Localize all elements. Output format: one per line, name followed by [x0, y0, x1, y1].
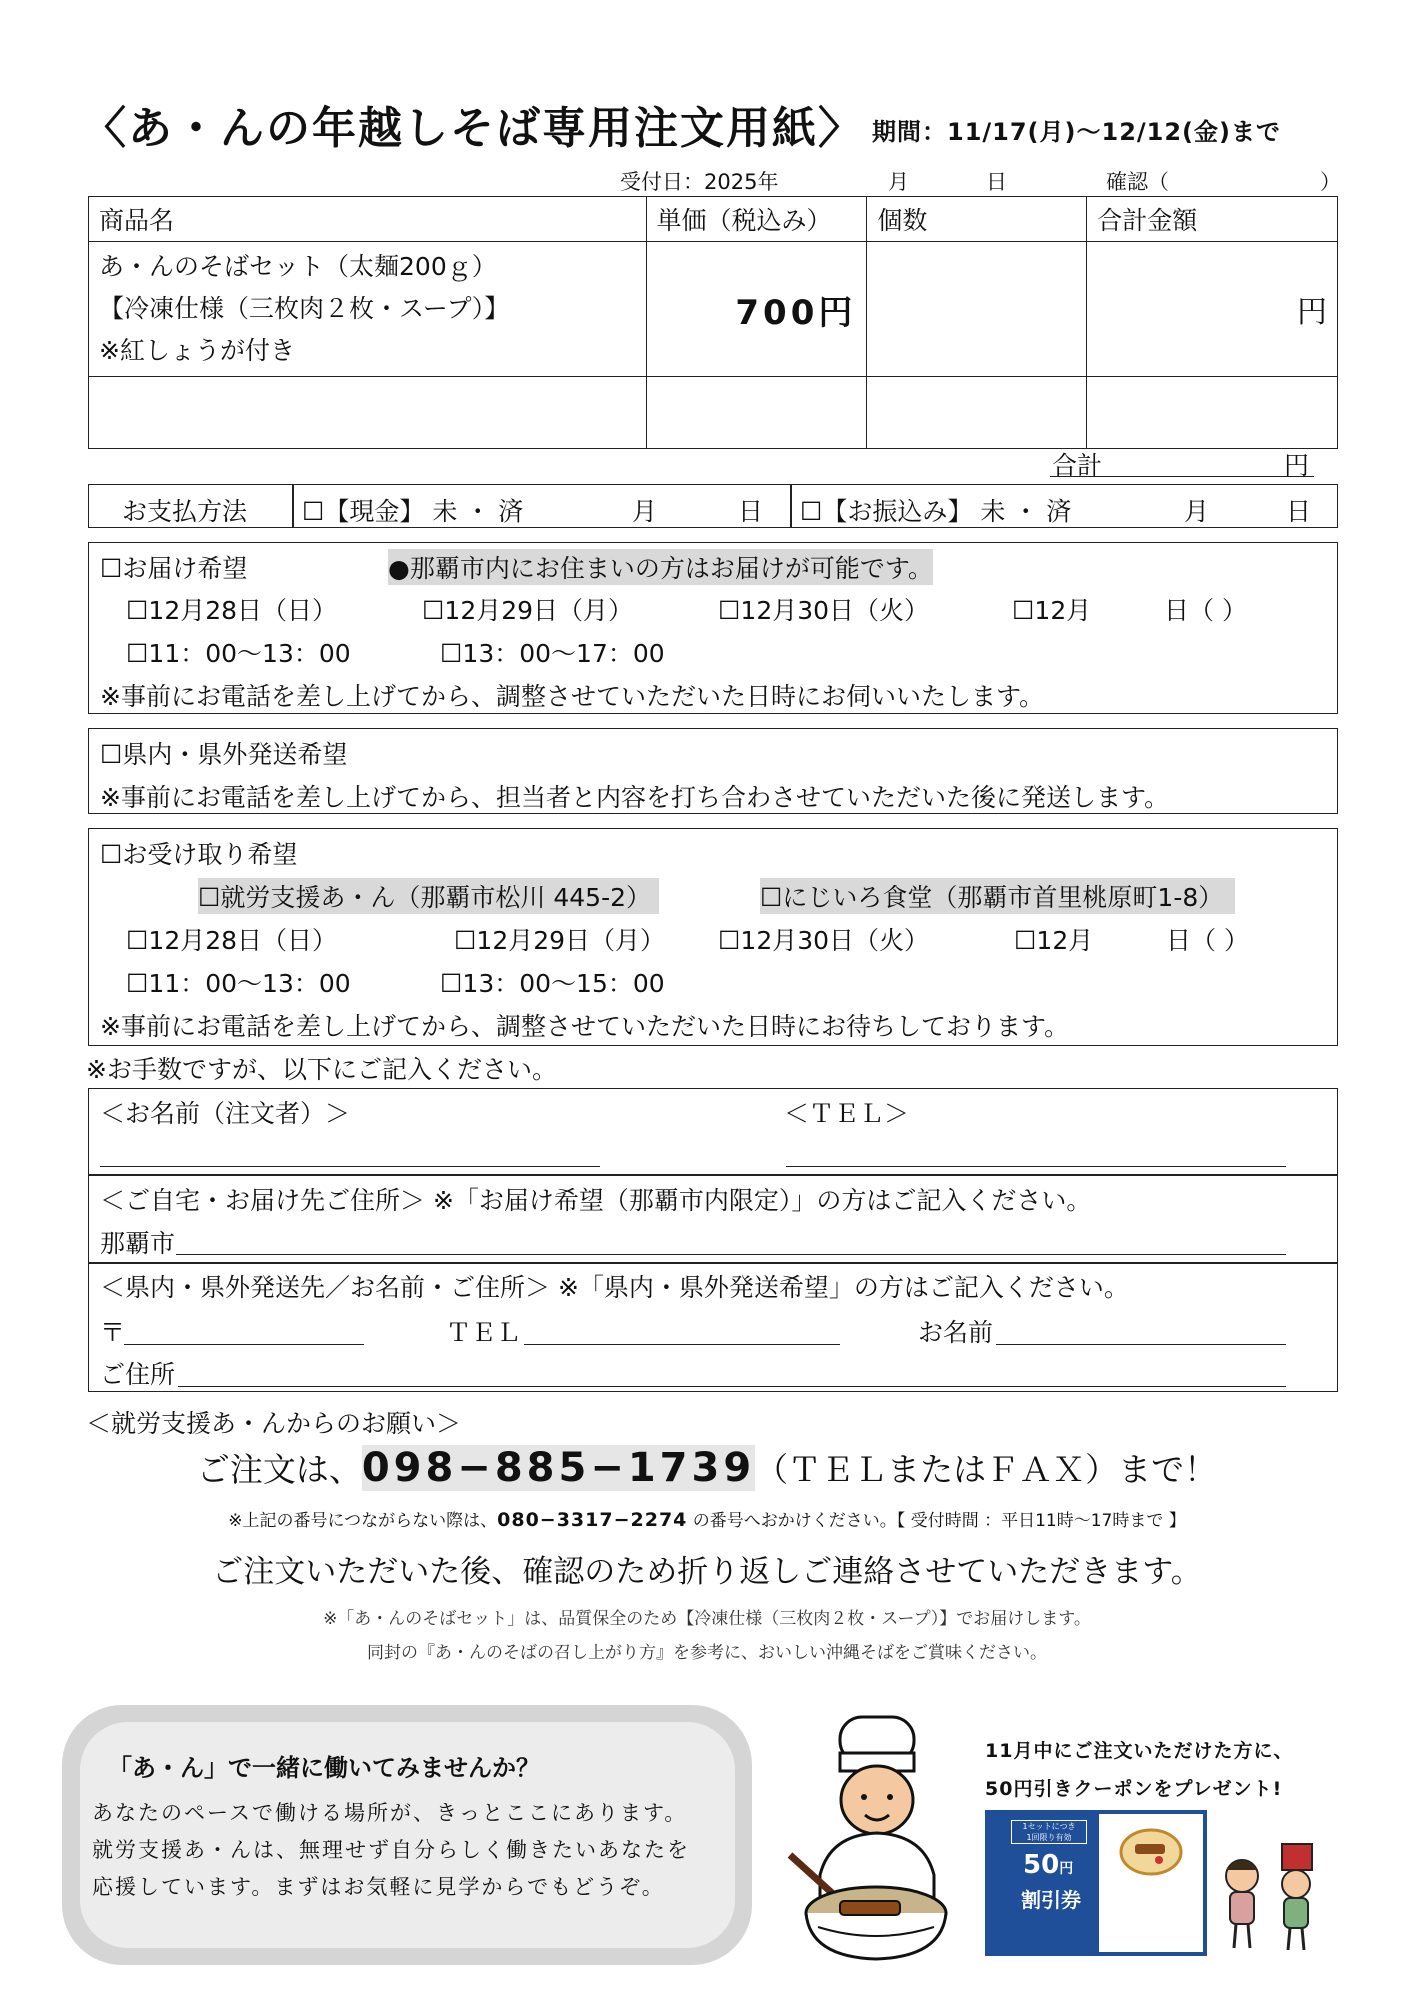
recruit-line: 応援しています。まずはお気軽に見学からでもどうぞ。: [92, 1875, 665, 1899]
confirm-label: 確認（: [1106, 170, 1169, 194]
reception-month: 月: [888, 170, 909, 194]
coupon-amount-yen: 円: [1059, 1861, 1074, 1877]
ship-label: ＜県内・県外発送先／お名前・ご住所＞ ※「県内・県外発送希望」の方はご記入ください。: [100, 1273, 1129, 1302]
unit-price: 700円: [735, 292, 857, 333]
ship-tel-label: ＴＥＬ: [446, 1318, 522, 1347]
ship-address-label: ご住所: [100, 1360, 176, 1389]
kids-illustration: [1212, 1840, 1324, 1958]
city-label: 那覇市: [100, 1229, 176, 1258]
delivery-date-other[interactable]: ☐12月: [1012, 596, 1092, 625]
pickup-footnote: ※事前にお電話を差し上げてから、調整させていただいた日時にお待ちしております。: [100, 1012, 1069, 1041]
postal-input-line[interactable]: [124, 1344, 364, 1345]
coupon-image: [985, 1810, 1207, 1956]
payment-transfer-month: 月: [1184, 497, 1210, 526]
delivery-time-1[interactable]: ☐11：00～13：00: [126, 639, 351, 668]
payment-box: [88, 484, 1338, 528]
pickup-time-1[interactable]: ☐11：00～13：00: [126, 969, 351, 998]
product-line: ※紅しょうが付き: [99, 336, 295, 365]
callback-text: ご注文いただいた後、確認のため折り返しご連絡させていただきます。: [212, 1554, 1202, 1590]
delivery-date-2[interactable]: ☐12月29日（月）: [422, 596, 634, 625]
order-table: [88, 196, 1338, 449]
note-1: ※「あ・んのそばセット」は、品質保全のため【冷凍仕様（三枚肉２枚・スープ）】でお届けします。: [323, 1609, 1091, 1629]
pickup-location-1[interactable]: ☐就労支援あ・ん（那覇市松川 445-2）: [198, 878, 659, 914]
total-yen: 円: [1297, 295, 1327, 330]
pickup-time-2[interactable]: ☐13：00～15：00: [440, 969, 665, 998]
alt-suffix: の番号へおかけください。【 受付時間 ：平日11時～17時まで 】: [692, 1511, 1186, 1531]
recruit-title: 「あ・ん」で一緒に働いてみませんか？: [108, 1754, 540, 1782]
payment-cash-month: 月: [632, 497, 658, 526]
payment-cash-option[interactable]: ☐【現金】 未 ・ 済: [302, 497, 524, 526]
recruit-line: 就労支援あ・んは、無理せず自分らしく働きたいあなたを: [92, 1838, 690, 1862]
customer-intro: ※お手数ですが、以下にご記入ください。: [86, 1055, 557, 1084]
empty-cell[interactable]: [89, 377, 647, 449]
pickup-location-2[interactable]: ☐にじいろ食堂（那覇市首里桃原町1-8）: [760, 878, 1235, 914]
soba-bowl-icon: [1099, 1814, 1203, 1884]
address-label: ＜ご自宅・お届け先ご住所＞ ※「お届け希望（那覇市内限定）」の方はご記入ください。: [100, 1186, 1092, 1215]
empty-cell[interactable]: [646, 377, 867, 449]
coupon-small-text: 1回限り有効: [1026, 1833, 1072, 1842]
coupon-small-box: [1011, 1820, 1087, 1844]
name-label: ＜お名前（注文者）＞: [100, 1099, 351, 1128]
coupon-label: 割引券: [1021, 1888, 1081, 1912]
request-title: ＜就労支援あ・んからのお願い＞: [86, 1409, 462, 1438]
delivery-footnote: ※事前にお電話を差し上げてから、調整させていただいた日時にお伺いいたします。: [100, 682, 1044, 711]
tel-label: ＜ＴＥＬ＞: [784, 1099, 910, 1128]
order-phone[interactable]: 098−885−1739: [361, 1445, 756, 1491]
shipping-footnote: ※事前にお電話を差し上げてから、担当者と内容を打ち合わさせていただいた後に発送します。: [100, 783, 1169, 812]
coupon-amount-number: 50: [1023, 1850, 1060, 1880]
reception-date-label: 受付日：2025年: [620, 170, 779, 194]
sum-underline: [1050, 476, 1314, 477]
alt-prefix: ※上記の番号につながらない際は、: [228, 1511, 498, 1531]
alt-line: [0, 1506, 1414, 1531]
alt-phone[interactable]: 080−3317−2274: [497, 1509, 688, 1531]
confirm-close: ）: [1320, 170, 1341, 194]
empty-cell[interactable]: [867, 377, 1087, 449]
name-input-line[interactable]: [100, 1166, 600, 1167]
empty-cell[interactable]: [1087, 377, 1338, 449]
header-quantity: 個数: [867, 197, 1087, 242]
order-line: [0, 1444, 1414, 1491]
page-title: 〈あ・んの年越しそば専用注文用紙〉: [82, 103, 864, 154]
coupon-small-text: 1セットにつき: [1022, 1822, 1076, 1831]
reception-day: 日: [986, 170, 1007, 194]
shipping-option[interactable]: ☐県内・県外発送希望: [100, 740, 348, 769]
coupon-promo-line-2: 50円引きクーポンをプレゼント!: [985, 1778, 1283, 1800]
price-cell: [646, 242, 867, 377]
divider: [88, 1174, 1338, 1176]
delivery-date-other-day: 日（ ）: [1164, 596, 1247, 625]
payment-transfer-day: 日: [1286, 497, 1312, 526]
ship-tel-input-line[interactable]: [524, 1344, 840, 1345]
ship-name-label: お名前: [918, 1318, 994, 1347]
delivery-option[interactable]: ☐お届け希望: [100, 554, 248, 583]
coupon-promo-line-1: 11月中にご注文いただけた方に、: [985, 1740, 1294, 1762]
header-product: 商品名: [89, 197, 647, 242]
customer-box: [88, 1088, 1338, 1392]
address-input-line[interactable]: [176, 1254, 1286, 1255]
divider: [88, 1262, 1338, 1264]
pickup-date-2[interactable]: ☐12月29日（月）: [454, 926, 666, 955]
payment-label: お支払方法: [122, 497, 248, 526]
pickup-date-other[interactable]: ☐12月: [1014, 926, 1094, 955]
pickup-date-other-day: 日（ ）: [1166, 926, 1249, 955]
recruit-line: あなたのペースで働ける場所が、きっとここにあります。: [92, 1801, 688, 1825]
postal-label: 〒: [100, 1318, 126, 1347]
delivery-note: ●那覇市内にお住まいの方はお届けが可能です。: [388, 549, 933, 585]
order-prefix: ご注文は、: [196, 1450, 362, 1489]
order-suffix: （ＴＥＬまたはＦＡＸ）まで！: [755, 1450, 1218, 1489]
recruit-body: [92, 1795, 690, 1906]
tel-input-line[interactable]: [786, 1166, 1286, 1167]
coupon-amount: [1023, 1850, 1073, 1880]
chef-illustration: [770, 1705, 970, 1970]
pickup-date-1[interactable]: ☐12月28日（日）: [126, 926, 338, 955]
delivery-time-2[interactable]: ☐13：00～17：00: [440, 639, 665, 668]
product-cell: [89, 242, 647, 377]
delivery-date-1[interactable]: ☐12月28日（日）: [126, 596, 338, 625]
coupon-photo-panel: [1099, 1814, 1203, 1952]
pickup-date-3[interactable]: ☐12月30日（火）: [718, 926, 930, 955]
payment-transfer-option[interactable]: ☐【お振込み】 未 ・ 済: [800, 497, 1072, 526]
product-line: 【冷凍仕様（三枚肉２枚・スープ）】: [99, 294, 510, 323]
product-line: あ・んのそばセット（太麺200ｇ）: [99, 252, 497, 281]
divider: [292, 484, 294, 528]
total-cell[interactable]: [1087, 242, 1338, 377]
pickup-option[interactable]: ☐お受け取り希望: [100, 840, 298, 869]
sum-yen: 円: [1284, 451, 1310, 480]
divider: [790, 484, 792, 528]
order-period: 期間：11/17(月)～12/12(金)まで: [872, 118, 1281, 146]
note-2: 同封の『あ・んのそばの召し上がり方』を参考に、おいしい沖縄そばをご賞味ください。: [367, 1643, 1047, 1663]
sum-label: 合計: [1052, 451, 1103, 480]
quantity-cell[interactable]: [867, 242, 1087, 377]
header-total: 合計金額: [1087, 197, 1338, 242]
ship-address-input-line[interactable]: [178, 1386, 1286, 1387]
delivery-date-3[interactable]: ☐12月30日（火）: [718, 596, 930, 625]
ship-name-input-line[interactable]: [996, 1344, 1286, 1345]
header-price: 単価（税込み）: [646, 197, 867, 242]
payment-cash-day: 日: [738, 497, 764, 526]
